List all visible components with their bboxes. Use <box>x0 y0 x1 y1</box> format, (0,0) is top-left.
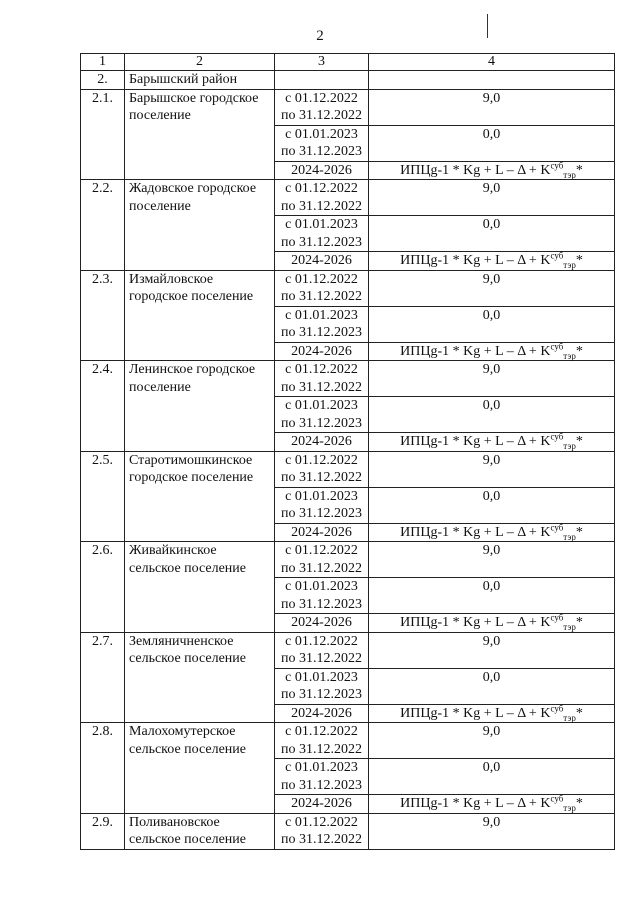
value-cell: 0,0 <box>369 668 615 704</box>
period-cell: 2024-2026 <box>275 523 369 542</box>
value-cell: 0,0 <box>369 125 615 161</box>
formula-main: ИПЦg-1 * Kg + L – Δ + K <box>400 524 551 540</box>
period-cell: 2024-2026 <box>275 252 369 271</box>
formula-subscript: тэр <box>563 169 576 180</box>
period-cell: с 01.12.2022 по 31.12.2022 <box>275 542 369 578</box>
settlement-number: 2.5. <box>81 451 125 542</box>
settlement-name: Малохомутерское сельское поселение <box>125 723 275 814</box>
period-cell: с 01.01.2023 по 31.12.2023 <box>275 487 369 523</box>
formula-main: ИПЦg-1 * Kg + L – Δ + K <box>400 343 551 359</box>
settlement-row <box>81 451 615 487</box>
value-cell: 0,0 <box>369 216 615 252</box>
period-cell: с 01.01.2023 по 31.12.2023 <box>275 125 369 161</box>
settlement-number: 2.8. <box>81 723 125 814</box>
value-cell: 9,0 <box>369 542 615 578</box>
period-cell: с 01.12.2022 по 31.12.2022 <box>275 451 369 487</box>
settlement-name: Жадовское городское поселение <box>125 180 275 271</box>
settlement-name: Земляничненское сельское поселение <box>125 632 275 723</box>
formula-cell <box>369 252 615 271</box>
value-cell: 0,0 <box>369 487 615 523</box>
formula-cell <box>369 614 615 633</box>
value-cell: 9,0 <box>369 361 615 397</box>
period-cell: с 01.01.2023 по 31.12.2023 <box>275 578 369 614</box>
formula-tail: * <box>575 253 583 268</box>
formula-subscript: тэр <box>563 712 576 723</box>
period-cell: с 01.01.2023 по 31.12.2023 <box>275 759 369 795</box>
settlement-name: Живайкинское сельское поселение <box>125 542 275 633</box>
column-number-2: 2 <box>125 54 275 71</box>
value-cell: 9,0 <box>369 270 615 306</box>
period-cell: с 01.12.2022 по 31.12.2022 <box>275 361 369 397</box>
value-cell: 0,0 <box>369 759 615 795</box>
formula-subscript: тэр <box>563 350 576 361</box>
formula-tail: * <box>575 796 583 811</box>
period-cell: 2024-2026 <box>275 614 369 633</box>
period-cell: с 01.12.2022 по 31.12.2022 <box>275 180 369 216</box>
value-cell: 9,0 <box>369 89 615 125</box>
value-cell: 9,0 <box>369 723 615 759</box>
formula-superscript: суб <box>550 521 564 532</box>
formula-tail: * <box>575 615 583 630</box>
formula-main: ИПЦg-1 * Kg + L – Δ + K <box>400 434 551 449</box>
settlement-row <box>81 813 615 849</box>
settlement-name: Барышское городское поселение <box>125 89 275 180</box>
formula-superscript: суб <box>550 340 564 351</box>
period-cell: с 01.12.2022 по 31.12.2022 <box>275 270 369 306</box>
formula-main: ИПЦg-1 * Kg + L – Δ + K <box>400 162 551 178</box>
formula-superscript: суб <box>550 612 564 623</box>
settlement-number: 2.4. <box>81 361 125 452</box>
period-cell: 2024-2026 <box>275 795 369 814</box>
formula-main: ИПЦg-1 * Kg + L – Δ + K <box>400 615 551 630</box>
period-cell: 2024-2026 <box>275 342 369 361</box>
district-name: Барышский район <box>125 71 275 90</box>
settlement-row <box>81 542 615 578</box>
period-cell: с 01.01.2023 по 31.12.2023 <box>275 216 369 252</box>
settlement-row <box>81 180 615 216</box>
settlement-row <box>81 89 615 125</box>
formula-superscript: суб <box>550 159 564 170</box>
value-cell: 9,0 <box>369 451 615 487</box>
column-number-row <box>81 54 615 71</box>
column-number-3: 3 <box>275 54 369 71</box>
value-cell: 9,0 <box>369 813 615 849</box>
period-cell: 2024-2026 <box>275 161 369 180</box>
formula-main: ИПЦg-1 * Kg + L – Δ + K <box>400 705 551 721</box>
formula-subscript: тэр <box>563 440 576 451</box>
period-cell: с 01.12.2022 по 31.12.2022 <box>275 632 369 668</box>
formula-subscript: тэр <box>563 802 576 813</box>
formula-superscript: суб <box>550 793 564 804</box>
formula-cell <box>369 795 615 814</box>
settlement-number: 2.1. <box>81 89 125 180</box>
tariff-table <box>80 53 615 850</box>
period-cell: с 01.01.2023 по 31.12.2023 <box>275 397 369 433</box>
formula-superscript: суб <box>550 431 564 442</box>
value-cell: 0,0 <box>369 397 615 433</box>
value-cell: 9,0 <box>369 180 615 216</box>
settlement-name: Измайловское городское поселение <box>125 270 275 361</box>
formula-cell <box>369 704 615 723</box>
period-cell: 2024-2026 <box>275 433 369 452</box>
district-row <box>81 71 615 90</box>
formula-subscript: тэр <box>563 621 576 632</box>
settlement-row <box>81 632 615 668</box>
period-cell: 2024-2026 <box>275 704 369 723</box>
formula-subscript: тэр <box>563 531 576 542</box>
formula-tail: * <box>575 162 583 178</box>
district-number: 2. <box>81 71 125 90</box>
formula-subscript: тэр <box>563 259 576 270</box>
formula-main: ИПЦg-1 * Kg + L – Δ + K <box>400 796 551 811</box>
column-number-4: 4 <box>369 54 615 71</box>
scan-mark <box>487 14 488 38</box>
settlement-name: Ленинское городское поселение <box>125 361 275 452</box>
formula-tail: * <box>575 705 583 721</box>
period-cell: с 01.12.2022 по 31.12.2022 <box>275 723 369 759</box>
settlement-number: 2.9. <box>81 813 125 849</box>
period-cell: с 01.12.2022 по 31.12.2022 <box>275 813 369 849</box>
table-body <box>81 54 615 850</box>
period-cell: с 01.01.2023 по 31.12.2023 <box>275 668 369 704</box>
formula-cell <box>369 523 615 542</box>
settlement-row <box>81 723 615 759</box>
formula-superscript: суб <box>550 250 564 261</box>
value-cell: 0,0 <box>369 306 615 342</box>
settlement-number: 2.2. <box>81 180 125 271</box>
settlement-number: 2.7. <box>81 632 125 723</box>
formula-tail: * <box>575 524 583 540</box>
district-empty-cell <box>275 71 369 90</box>
page-number: 2 <box>316 28 324 44</box>
settlement-number: 2.6. <box>81 542 125 633</box>
settlement-name: Поливановское сельское поселение <box>125 813 275 849</box>
formula-tail: * <box>575 434 583 449</box>
formula-main: ИПЦg-1 * Kg + L – Δ + K <box>400 253 551 268</box>
settlement-row <box>81 361 615 397</box>
period-cell: с 01.01.2023 по 31.12.2023 <box>275 306 369 342</box>
period-cell: с 01.12.2022 по 31.12.2022 <box>275 89 369 125</box>
district-empty-cell <box>369 71 615 90</box>
column-number-1: 1 <box>81 54 125 71</box>
settlement-row <box>81 270 615 306</box>
value-cell: 9,0 <box>369 632 615 668</box>
formula-cell <box>369 433 615 452</box>
settlement-name: Старотимошкинское городское поселение <box>125 451 275 542</box>
formula-cell <box>369 342 615 361</box>
formula-superscript: суб <box>550 702 564 713</box>
formula-cell <box>369 161 615 180</box>
settlement-number: 2.3. <box>81 270 125 361</box>
formula-tail: * <box>575 343 583 359</box>
value-cell: 0,0 <box>369 578 615 614</box>
